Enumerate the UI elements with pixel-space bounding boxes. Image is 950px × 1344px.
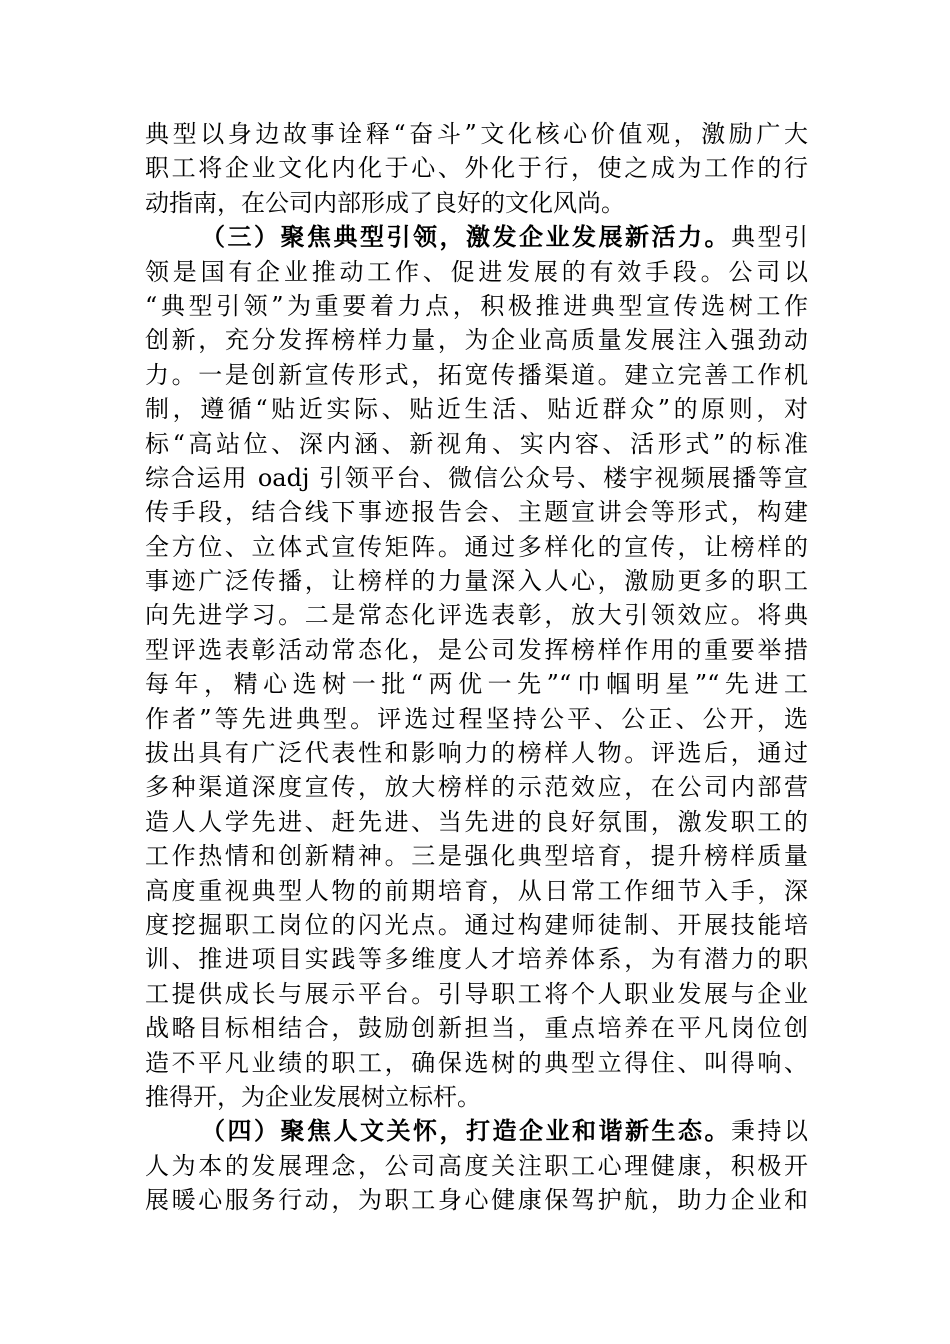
paragraph-line — [145, 461, 808, 495]
body-text: 工提供成长与展示平台。引导职工将个人职业发展与企业 — [145, 979, 808, 1008]
paragraph-line — [145, 564, 808, 598]
paragraph-line — [145, 805, 808, 839]
body-text: 力。一是创新宣传形式，拓宽传播渠道。建立完善工作机 — [145, 360, 808, 389]
body-text: 典型引 — [731, 223, 808, 252]
body-text: 高度重视典型人物的前期培育，从日常工作细节入手，深 — [145, 876, 808, 905]
body-text: 职工将企业文化内化于心、外化于行，使之成为工作的行 — [145, 154, 808, 183]
paragraph-line — [145, 702, 808, 736]
paragraph-line — [145, 1149, 808, 1183]
body-text: 全方位、立体式宣传矩阵。通过多样化的宣传，让榜样的 — [145, 532, 808, 561]
paragraph-heading-line — [145, 1114, 808, 1148]
body-text: 推得开，为企业发展树立标杆。 — [145, 1082, 481, 1111]
body-text: 动指南，在公司内部形成了良好的文化风尚。 — [145, 188, 625, 217]
body-text: 制，遵循“贴近实际、贴近生活、贴近群众”的原则，对 — [145, 395, 808, 424]
body-text: “典型引领”为重要着力点，积极推进典型宣传选树工作 — [145, 291, 808, 320]
paragraph-line — [145, 736, 808, 770]
paragraph-line — [145, 874, 808, 908]
paragraph-line — [145, 255, 808, 289]
document-page — [145, 117, 808, 1218]
body-text: 造不平凡业绩的职工，确保选树的典型立得住、叫得响、 — [145, 1048, 808, 1077]
body-text: 创新，充分发挥榜样力量，为企业高质量发展注入强劲动 — [145, 326, 808, 355]
paragraph-line — [145, 942, 808, 976]
body-text: 传手段，结合线下事迹报告会、主题宣讲会等形式，构建 — [145, 498, 808, 527]
body-text: 展暖心服务行动，为职工身心健康保驾护航，助力企业和 — [145, 1186, 808, 1215]
body-text: 造人人学先进、赶先进、当先进的良好氛围，激发职工的 — [145, 807, 808, 836]
body-text: 典型以身边故事诠释“奋斗”文化核心价值观，激励广大 — [145, 120, 808, 148]
paragraph-line — [145, 186, 808, 220]
paragraph-line — [145, 1080, 808, 1114]
paragraph-line — [145, 1046, 808, 1080]
body-text: 人为本的发展理念，公司高度关注职工心理健康，积极开 — [145, 1151, 808, 1180]
paragraph-line — [145, 530, 808, 564]
paragraph-line — [145, 289, 808, 323]
paragraph-line — [145, 392, 808, 426]
paragraph-line — [145, 151, 808, 185]
paragraph-line — [145, 1011, 808, 1045]
body-text: 作者”等先进典型。评选过程坚持公平、公正、公开，选 — [145, 704, 808, 733]
paragraph-line — [145, 427, 808, 461]
body-text: 综合运用 oadj 引领平台、微信公众号、楼宇视频展播等宣 — [145, 463, 808, 492]
body-text: 标“高站位、深内涵、新视角、实内容、活形式”的标准 — [145, 429, 808, 458]
body-text: 事迹广泛传播，让榜样的力量深入人心，激励更多的职工 — [145, 567, 808, 596]
body-text: 工作热情和创新精神。三是强化典型培育，提升榜样质量 — [145, 842, 808, 871]
body-text: 秉持以 — [731, 1117, 808, 1146]
body-text: 拔出具有广泛代表性和影响力的榜样人物。评选后，通过 — [145, 739, 808, 768]
paragraph-line — [145, 770, 808, 804]
body-text: 每年，精心选树一批“两优一先”“巾帼明星”“先进工 — [145, 670, 808, 699]
paragraph-line — [145, 839, 808, 873]
body-text: 领是国有企业推动工作、促进发展的有效手段。公司以 — [145, 257, 808, 286]
body-text: 型评选表彰活动常态化，是公司发挥榜样作用的重要举措 — [145, 635, 808, 664]
paragraph-line — [145, 1183, 808, 1217]
body-text: 训、推进项目实践等多维度人才培养体系，为有潜力的职 — [145, 945, 808, 974]
paragraph-line — [145, 495, 808, 529]
body-text: 度挖掘职工岗位的闪光点。通过构建师徒制、开展技能培 — [145, 910, 808, 939]
paragraph-line — [145, 667, 808, 701]
paragraph-line — [145, 598, 808, 632]
paragraph-line — [145, 117, 808, 151]
paragraph-line — [145, 633, 808, 667]
section-heading-text: （四）聚焦人文关怀，打造企业和谐新生态。 — [201, 1116, 731, 1146]
paragraph-line — [145, 323, 808, 357]
paragraph-line — [145, 908, 808, 942]
paragraph-line — [145, 358, 808, 392]
body-text: 战略目标相结合，鼓励创新担当，重点培养在平凡岗位创 — [145, 1014, 808, 1043]
body-text: 向先进学习。二是常态化评选表彰，放大引领效应。将典 — [145, 601, 808, 630]
body-text: 多种渠道深度宣传，放大榜样的示范效应，在公司内部营 — [145, 773, 808, 802]
paragraph-heading-line — [145, 220, 808, 254]
section-heading-text: （三）聚焦典型引领，激发企业发展新活力。 — [201, 222, 731, 252]
paragraph-line — [145, 977, 808, 1011]
